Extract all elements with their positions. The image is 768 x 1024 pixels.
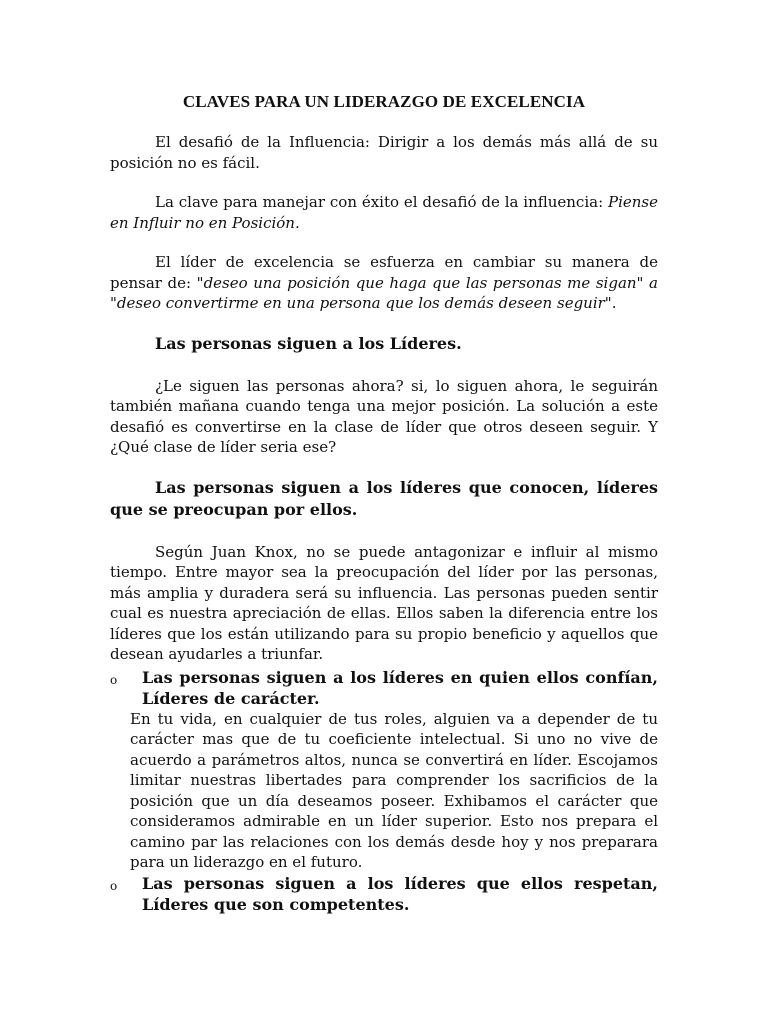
bullet-heading-competence: Las personas siguen a los líderes que ellos respetan, Líderes que son competentes. [142, 873, 658, 914]
document-page [110, 92, 658, 915]
bullet-marker: o [110, 672, 118, 687]
paragraph-key-italic: Piense en Influir no en Posición. [110, 193, 658, 232]
paragraph-excellence-leader [110, 252, 658, 314]
bullet-body-character: En tu vida, en cualquier de tus roles, alguien va a depender de tu carácter mas que de tu coeficiente intelectual. Si uno no vive de acuerdo a parámetros altos, nunca se convertirá en líder. Escojamos limitar nuestras libertades para comprender los sacrificios de la posición que un día deseamos poseer. Exhibamos el carácter que consideramos admirable en un líder superior. Esto nos prepara el camino par las relaciones con los demás desde hoy y nos preparara para un liderazgo en el futuro. [130, 709, 658, 871]
bullet-item-character [110, 667, 658, 709]
paragraph-key-lead: La clave para manejar con éxito el desafió de la influencia: [155, 193, 608, 211]
bullet-marker: o [110, 878, 118, 893]
bullet-item-competence [110, 873, 658, 915]
section-heading-leaders-who-care: Las personas siguen a los líderes que conocen, líderes que se preocupan por ellos. [110, 477, 658, 519]
paragraph-excellence-lead: El líder de excelencia se esfuerza en cambiar su manera de pensar de: " [110, 253, 658, 292]
paragraph-juan-knox: Según Juan Knox, no se puede antagonizar e influir al mismo tiempo. Entre mayor sea la preocupación del líder por las personas, más amplia y duradera será su influencia. Las personas pueden sentir cual es nuestra apreciación de ellas. Ellos saben la diferencia entre los líderes que los están utilizando para su propio beneficio y aquellos que desean ayudarles a triunfar. [110, 542, 658, 663]
section-heading-follow-leaders: Las personas siguen a los Líderes. [155, 333, 462, 353]
paragraph-key [110, 192, 658, 233]
document-title: CLAVES PARA UN LIDERAZGO DE EXCELENCIA [182, 92, 586, 111]
bullet-heading-character: Las personas siguen a los líderes en quien ellos confían, Líderes de carácter. [142, 667, 658, 708]
paragraph-do-people-follow: ¿Le siguen las personas ahora? si, lo siguen ahora, le seguirán también mañana cuando tenga una mejor posición. La solución a este desafió es convertirse en la clase de líder que otros deseen seguir. Y ¿Qué clase de líder seria ese? [110, 376, 658, 456]
paragraph-excellence-tail: ". [604, 294, 617, 312]
paragraph-influence-challenge: El desafió de la Influencia: Dirigir a los demás más allá de su posición no es fácil. [110, 133, 658, 172]
paragraph-excellence-italic: deseo una posición que haga que las personas me sigan" a "deseo convertirme en una persona que los demás deseen seguir [110, 273, 658, 312]
